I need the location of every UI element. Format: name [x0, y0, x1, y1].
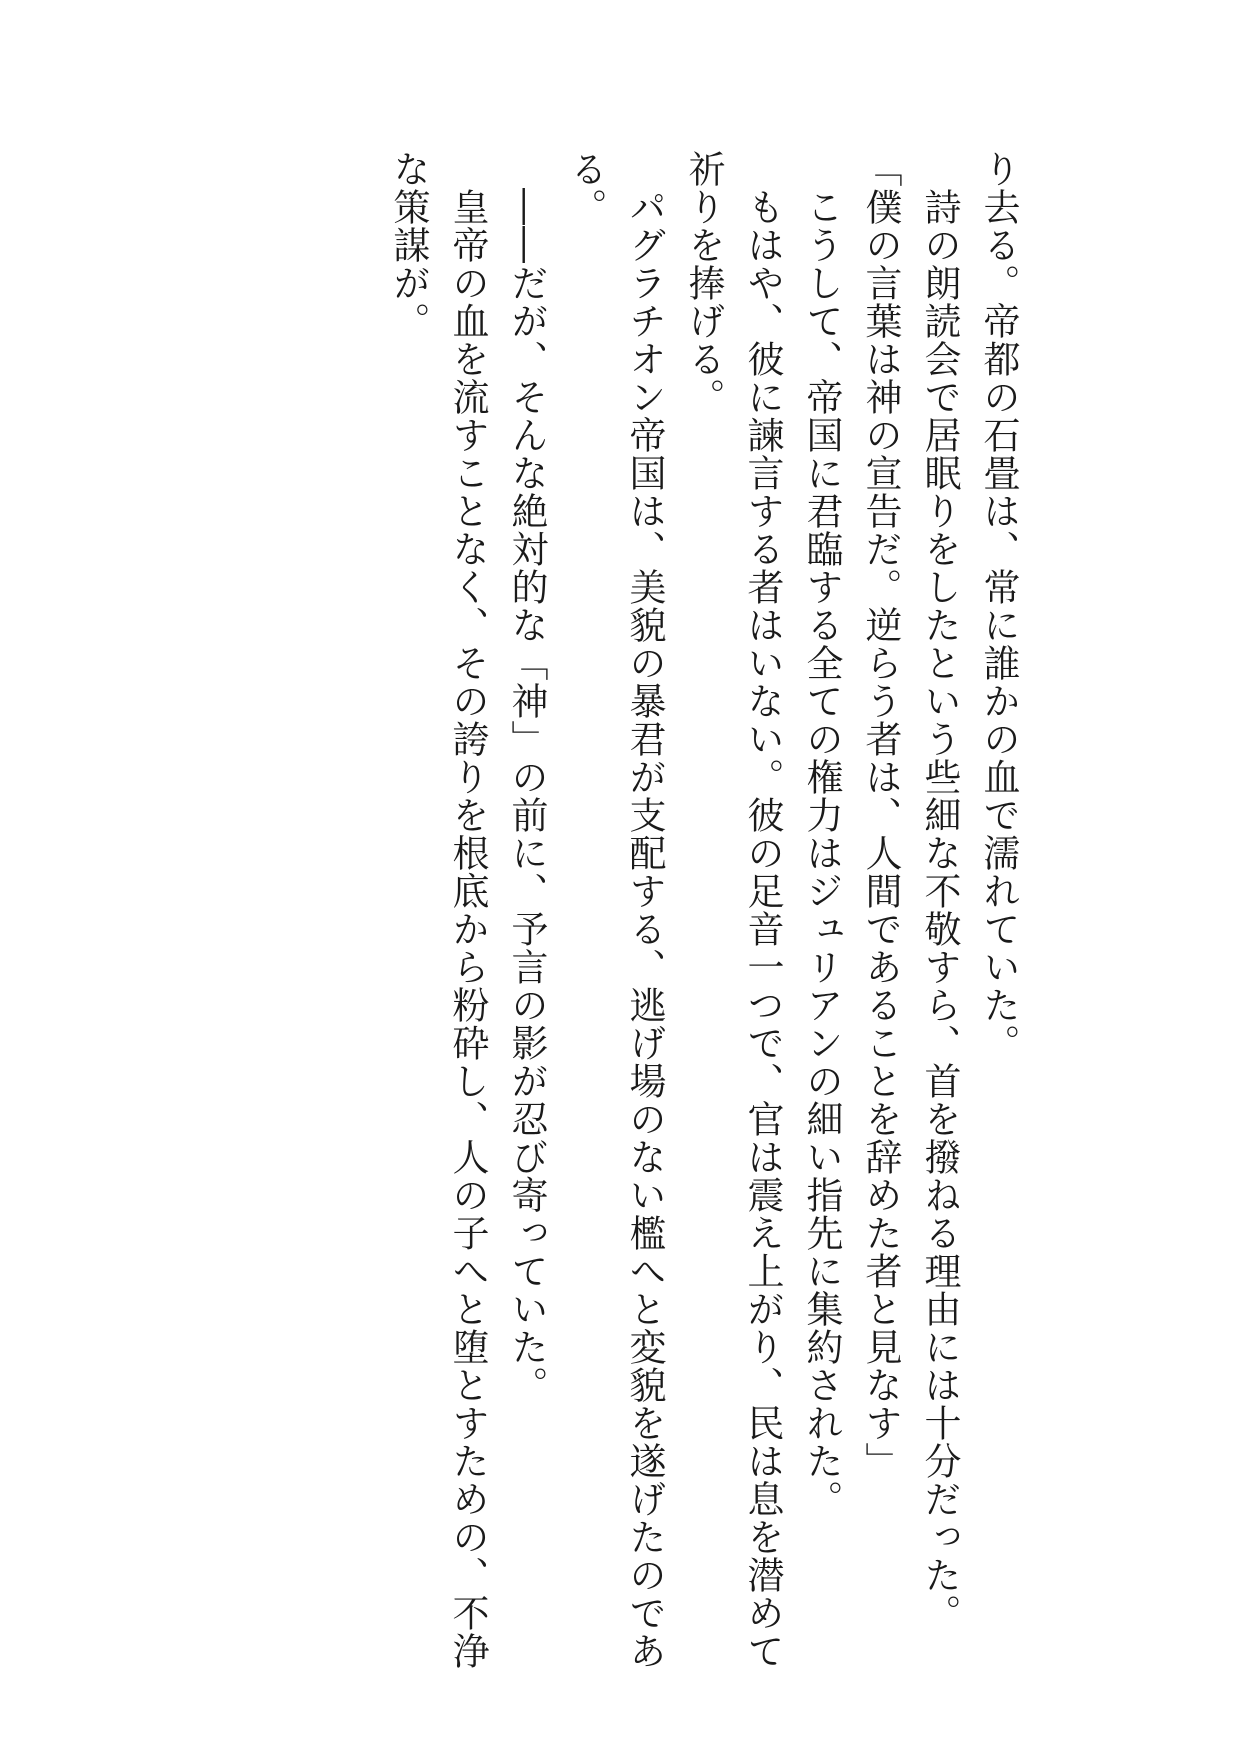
text-line: 祈りを捧げる。 [682, 150, 725, 416]
text-line: パグラチオン帝国は、美貌の暴君が支配する、逃げ場のない檻へと変貌を遂げたのであ [623, 150, 666, 1670]
vertical-text-body [387, 150, 1028, 1670]
text-line: 「僕の言葉は神の宣告だ。逆らう者は、人間であることを辞めた者と見なす」 [859, 150, 902, 1480]
text-line: 詩の朗読会で居眠りをしたという些細な不敬すら、首を撥ねる理由には十分だった。 [918, 150, 961, 1632]
text-line: な策謀が。 [387, 150, 430, 340]
text-line: 皇帝の血を流すことなく、その誇りを根底から粉砕し、人の子へと堕とすための、不浄 [446, 150, 489, 1670]
text-line: もはや、彼に諫言する者はいない。彼の足音一つで、官は震え上がり、民は息を潜めて [741, 150, 784, 1670]
text-line: り去る。帝都の石畳は、常に誰かの血で濡れていた。 [977, 150, 1020, 1062]
text-line: ――だが、そんな絶対的な「神」の前に、予言の影が忍び寄っていた。 [505, 150, 548, 1404]
text-line: る。 [564, 150, 607, 226]
text-line: こうして、帝国に君臨する全ての権力はジュリアンの細い指先に集約された。 [800, 150, 843, 1518]
